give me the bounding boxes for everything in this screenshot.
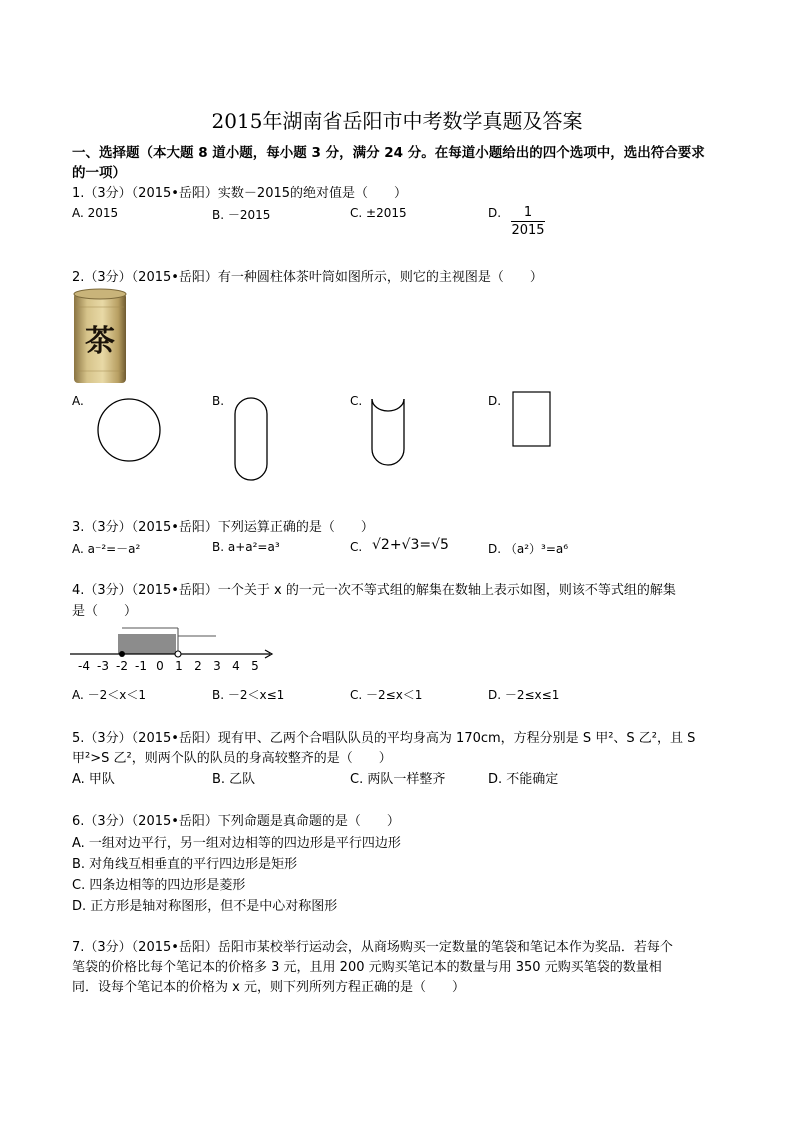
- q3-option-c-label: C.: [350, 540, 363, 554]
- q4-stem: 4.（3分）（2015•岳阳）一个关于 x 的一元一次不等式组的解集在数轴上表示如图，则该不等式组的解集: [72, 583, 676, 598]
- solution-shading: [118, 634, 176, 654]
- q5-option-d: D. 不能确定: [488, 772, 559, 787]
- q3-stem: 3.（3分）（2015•岳阳）下列运算正确的是（ ）: [72, 520, 374, 535]
- axis-label: -1: [135, 659, 147, 673]
- q2-option-c: C.: [350, 394, 363, 408]
- axis-label: -4: [78, 659, 90, 673]
- axis-label: 4: [232, 659, 240, 673]
- section-heading: 一、选择题（本大题 8 道小题，每小题 3 分，满分 24 分。在每道小题给出的四个选项中，选出符合要求: [72, 145, 705, 161]
- q7-stem-cont2: 同．设每个笔记本的价格为 x 元，则下列所列方程正确的是（ ）: [72, 980, 465, 995]
- page-title: 2015年湖南省岳阳市中考数学真题及答案: [211, 109, 583, 133]
- axis-label: 0: [156, 659, 164, 673]
- q1-option-d-label: D.: [488, 206, 502, 220]
- axis-label: -2: [116, 659, 128, 673]
- q7-stem: 7.（3分）（2015•岳阳）岳阳市某校举行运动会，从商场购买一定数量的笔袋和笔记本作为奖品．若每个: [72, 940, 673, 955]
- q1-option-c: C. ±2015: [350, 206, 407, 220]
- q1-option-a: A. 2015: [72, 206, 119, 220]
- q6-option-c: C. 四条边相等的四边形是菱形: [72, 878, 246, 893]
- q7-stem-cont: 笔袋的价格比每个笔记本的价格多 3 元，且用 200 元购买笔记本的数量与用 350 元购买笔袋的数量相: [72, 960, 662, 975]
- q1-option-d-fraction: [511, 205, 545, 238]
- q5-stem: 5.（3分）（2015•岳阳）现有甲、乙两个合唱队队员的平均身高为 170cm，方程分别是 S 甲²、S 乙²，且 S: [72, 731, 696, 746]
- axis-label: 5: [251, 659, 259, 673]
- q1-stem: 1.（3分）（2015•岳阳）实数－2015的绝对值是（ ）: [72, 186, 408, 201]
- q2-option-b-shape: [234, 397, 268, 481]
- q3-option-c-expression: √2+√3=√5: [372, 537, 449, 553]
- axis-label: -3: [97, 659, 109, 673]
- tea-canister-image: [72, 287, 128, 385]
- q3-option-d: D. （a²）³=a⁶: [488, 542, 569, 556]
- q4-option-b: B. －2＜x≤1: [212, 688, 285, 702]
- q2-option-a-circle: [96, 397, 162, 463]
- q6-option-a: A. 一组对边平行，另一组对边相等的四边形是平行四边形: [72, 836, 401, 851]
- axis-label: 1: [175, 659, 183, 673]
- closed-point: [119, 651, 125, 657]
- fraction-numerator: 1: [523, 205, 533, 220]
- q4-option-d: D. －2≤x≤1: [488, 688, 560, 702]
- q2-option-c-shape: [370, 397, 406, 467]
- q1-option-b: B. －2015: [212, 208, 271, 222]
- fraction-denominator: 2015: [511, 223, 545, 238]
- q4-option-c: C. －2≤x＜1: [350, 688, 423, 702]
- q3-option-b: B. a+a²=a³: [212, 540, 280, 554]
- open-point: [175, 651, 181, 657]
- fraction-bar: [511, 221, 545, 222]
- can-character: 茶: [85, 324, 115, 359]
- q2-option-d: D.: [488, 394, 502, 408]
- axis-label: 3: [213, 659, 221, 673]
- q2-option-a: A.: [72, 394, 84, 408]
- section-heading-cont: 的一项）: [72, 165, 126, 181]
- q6-option-b: B. 对角线互相垂直的平行四边形是矩形: [72, 857, 298, 872]
- q6-stem: 6.（3分）（2015•岳阳）下列命题是真命题的是（ ）: [72, 814, 400, 829]
- q2-option-b: B.: [212, 394, 225, 408]
- q5-stem-cont: 甲²>S 乙²，则两个队的队员的身高较整齐的是（ ）: [72, 751, 392, 766]
- q3-option-a: A. a⁻²=－a²: [72, 542, 141, 556]
- q6-option-d: D. 正方形是轴对称图形，但不是中心对称图形: [72, 899, 338, 914]
- q5-option-a: A. 甲队: [72, 772, 115, 787]
- axis-label: 2: [194, 659, 202, 673]
- number-line-figure: [70, 624, 280, 674]
- q2-option-d-rectangle: [512, 391, 552, 447]
- q5-option-b: B. 乙队: [212, 772, 256, 787]
- q5-option-c: C. 两队一样整齐: [350, 772, 446, 787]
- q2-stem: 2.（3分）（2015•岳阳）有一种圆柱体茶叶筒如图所示，则它的主视图是（ ）: [72, 270, 543, 285]
- q4-option-a: A. －2＜x＜1: [72, 688, 146, 702]
- q4-stem-cont: 是（ ）: [72, 604, 138, 619]
